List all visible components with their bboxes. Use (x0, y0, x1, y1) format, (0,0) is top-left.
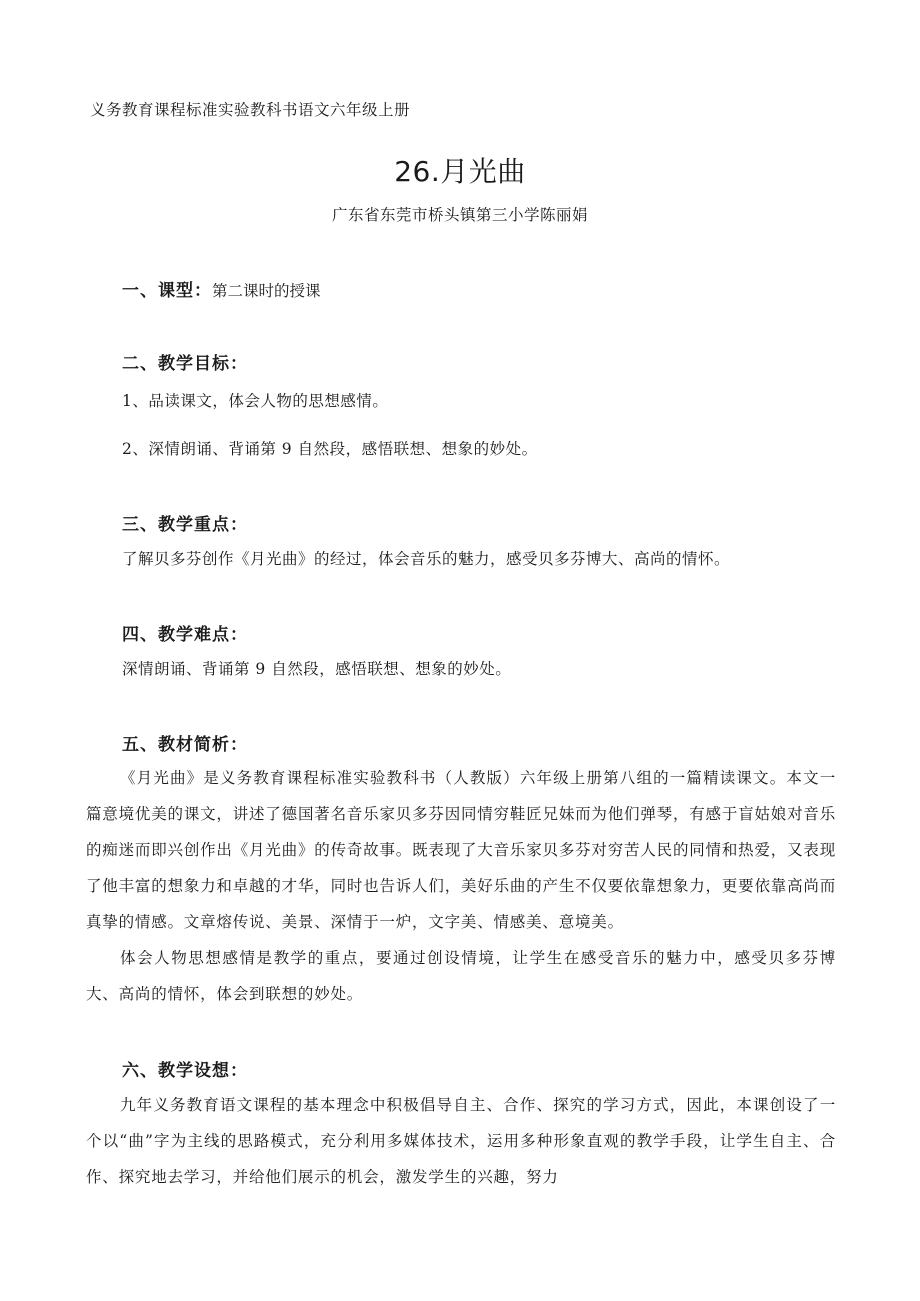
section-heading: 二、教学目标： (122, 354, 248, 374)
section-heading: 六、教学设想： (122, 1061, 248, 1081)
section-heading: 三、教学重点： (122, 515, 248, 535)
author-line: 广东省东莞市桥头镇第三小学陈丽娟 (331, 206, 588, 224)
lesson-title: 26.月光曲 (394, 155, 526, 188)
section-heading: 五、教材简析： (122, 735, 248, 755)
section-heading: 一、课型： (122, 281, 212, 301)
section-heading: 四、教学难点： (122, 625, 248, 645)
section-value: 第二课时的授课 (212, 282, 321, 300)
section-text: 深情朗诵、背诵第 9 自然段，感悟联想、想象的妙处。 (122, 660, 512, 678)
paragraph: 体会人物思想感情是教学的重点，要通过创设情境，让学生在感受音乐的魅力中，感受贝多芬博大、高尚的情怀，体会到联想的妙处。 (86, 949, 836, 1003)
section-text: 了解贝多芬创作《月光曲》的经过，体会音乐的魅力，感受贝多芬博大、高尚的情怀。 (122, 550, 731, 568)
paragraph: 九年义务教育语文课程的基本理念中积极倡导自主、合作、探究的学习方式，因此，本课创设了一个以“曲”字为主线的思路模式，充分利用多媒体技术，运用多种形象直观的教学手段，让学生自主、合作、探究地去学习，并给他们展示的机会，激发学生的兴趣，努力 (86, 1096, 836, 1186)
book-title: 义务教育课程标准实验教科书语文六年级上册 (90, 101, 411, 119)
section-lesson-type (122, 276, 321, 301)
list-item: 1、品读课文，体会人物的思想感情。 (122, 392, 389, 410)
list-item: 2、深情朗诵、背诵第 9 自然段，感悟联想、想象的妙处。 (122, 440, 538, 458)
paragraph: 《月光曲》是义务教育课程标准实验教科书（人教版）六年级上册第八组的一篇精读课文。本文一篇意境优美的课文，讲述了德国著名音乐家贝多芬因同情穷鞋匠兄妹而为他们弹琴，有感于盲姑娘对音乐的痴迷而即兴创作出《月光曲》的传奇故事。既表现了大音乐家贝多芬对穷苦人民的同情和热爱，又表现了他丰富的想象力和卓越的才华，同时也告诉人们，美好乐曲的产生不仅要依靠想象力，更要依靠高尚而真挚的情感。文章熔传说、美景、深情于一炉，文字美、情感美、意境美。 (86, 769, 836, 931)
